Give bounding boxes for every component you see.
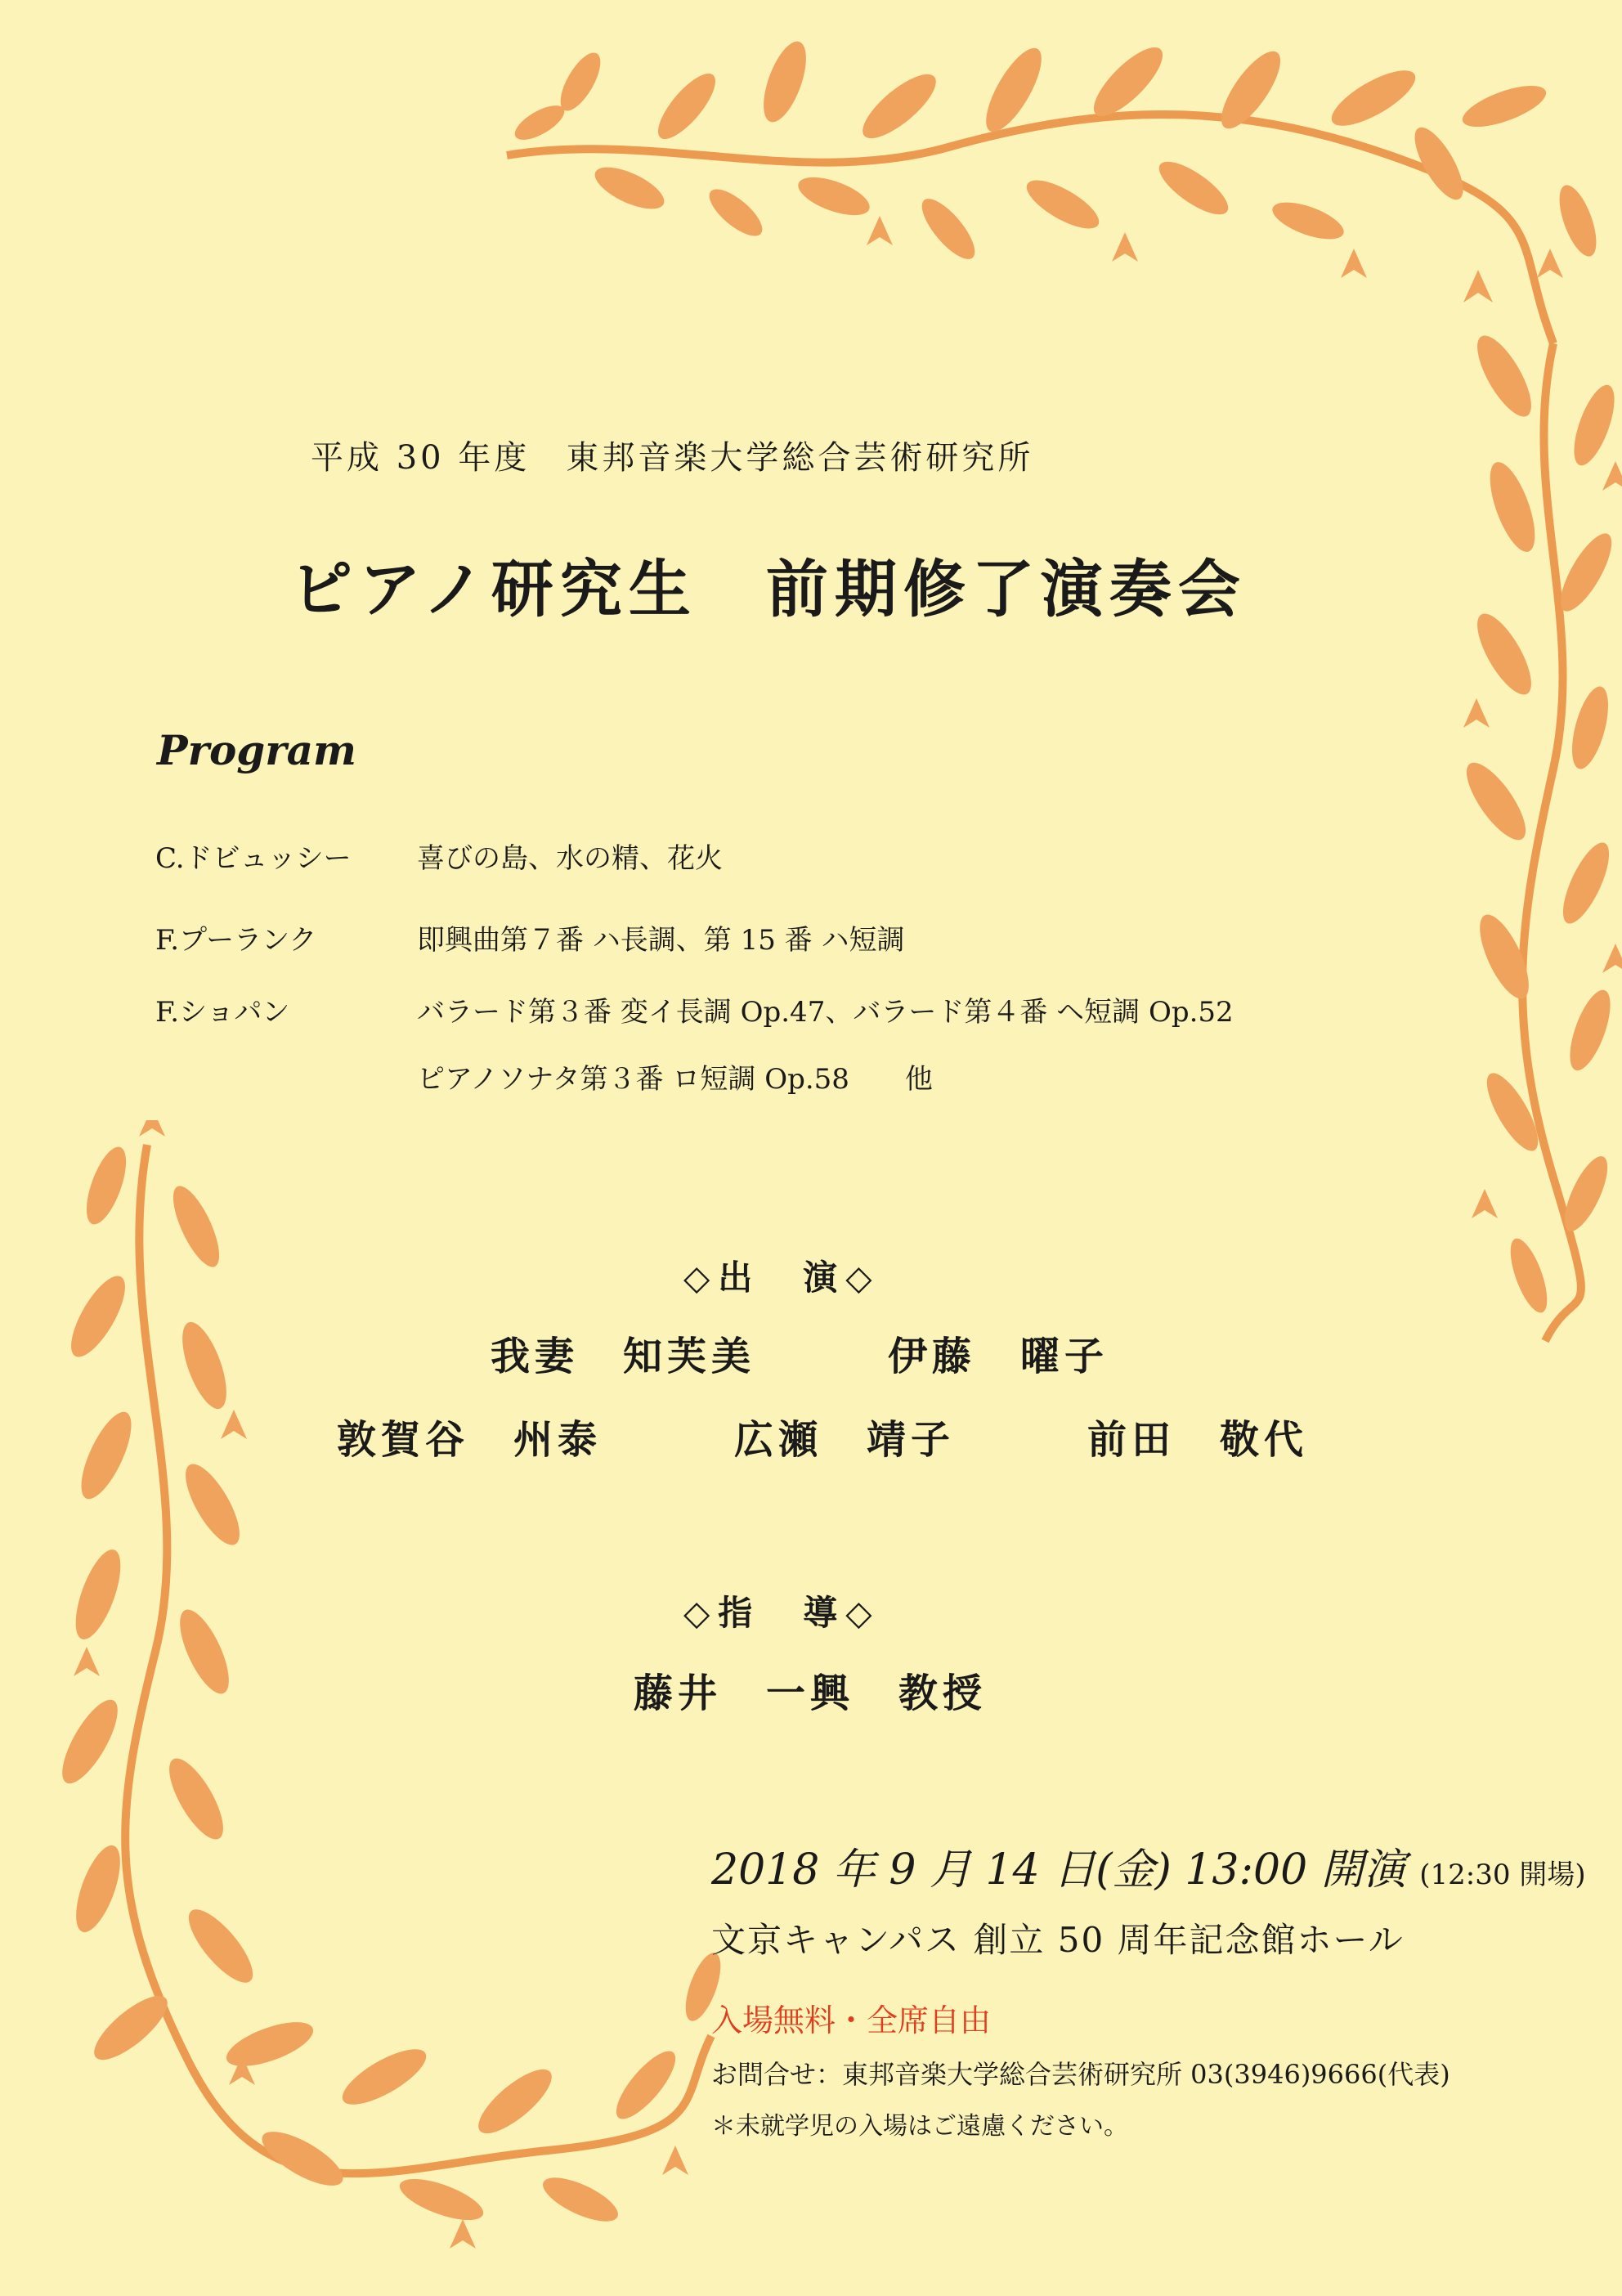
program-works: 即興曲第７番 ハ長調、第 15 番 ハ短調 (417, 924, 905, 957)
program-works: バラード第３番 変イ長調 Op.47、バラード第４番 ヘ短調 Op.52 (417, 996, 1234, 1029)
admission-info: 入場無料・全席自由 (711, 2002, 992, 2038)
program-composer: F.プーランク (155, 924, 317, 957)
event-subtitle: 平成 30 年度 東邦音楽大学総合芸術研究所 (311, 439, 1034, 477)
event-venue: 文京キャンパス 創立 50 周年記念館ホール (711, 1920, 1405, 1960)
event-date (711, 1835, 1586, 1896)
instructor-heading: ◇指 導◇ (683, 1593, 880, 1633)
event-title: ピアノ研究生 前期修了演奏会 (290, 553, 1247, 626)
contact-info: お問合せ：東邦音楽大学総合芸術研究所 03(3946)9666(代表) (711, 2059, 1450, 2090)
notice-text: ＊未就学児の入場はご遠慮ください。 (711, 2112, 1128, 2141)
event-doors-open: (12:30 開場) (1419, 1859, 1586, 1891)
performers-row: 敦賀谷 州泰 広瀬 靖子 前田 敬代 (337, 1417, 1309, 1463)
performers-row: 我妻 知芙美 伊藤 曜子 (491, 1334, 1109, 1379)
performers-heading: ◇出 演◇ (683, 1258, 880, 1298)
program-composer: F.ショパン (155, 996, 290, 1029)
floral-vine-bottom-left (57, 1120, 728, 2281)
program-works: 喜びの島、水の精、花火 (417, 842, 723, 875)
program-heading: Program (157, 726, 356, 774)
event-date-time: 2018 年 9 月 14 日(金) 13:00 開演 (711, 1845, 1406, 1895)
program-works: ピアノソナタ第３番 ロ短調 Op.58 他 (417, 1063, 933, 1096)
program-composer: C.ドビュッシー (155, 842, 352, 875)
instructor-name: 藤井 一興 教授 (634, 1670, 988, 1716)
